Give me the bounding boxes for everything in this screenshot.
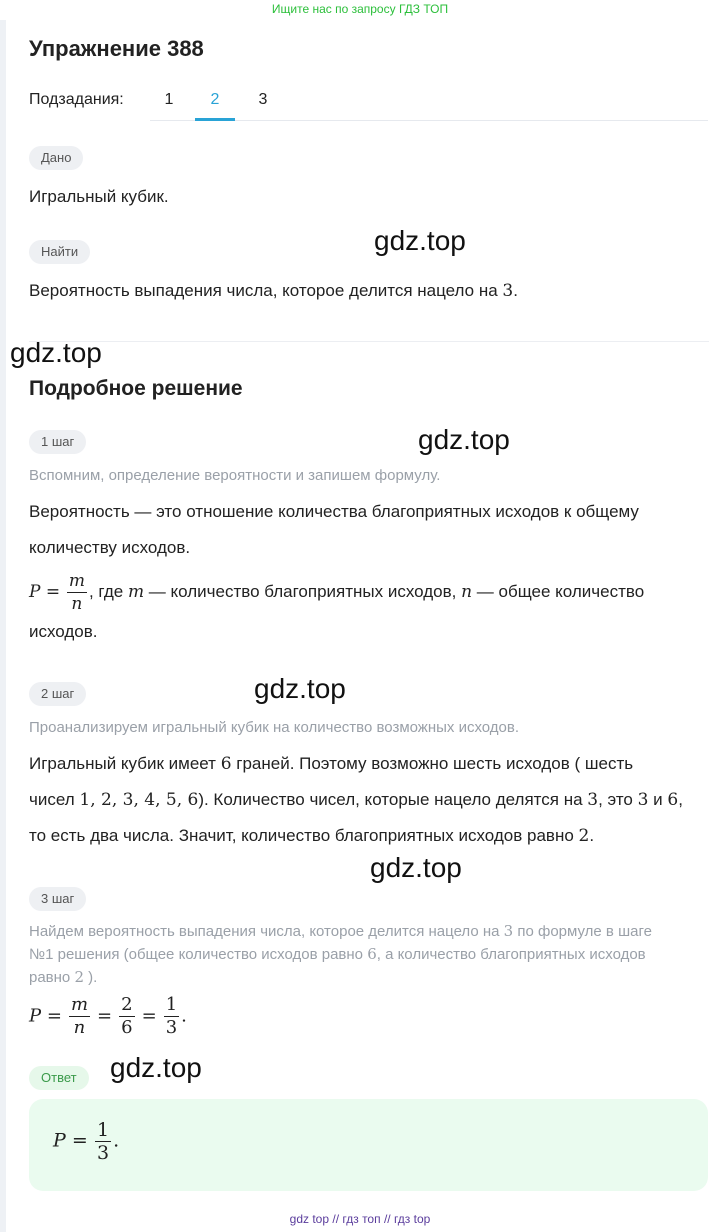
step1-line4: исходов.	[29, 622, 98, 641]
top-promo-banner[interactable]: Ищите нас по запросу ГДЗ ТОП	[271, 2, 449, 16]
subtasks-label: Подзадания:	[29, 91, 124, 108]
footer-links: gdz top // гдз топ // гдз top	[289, 1212, 431, 1226]
subtask-tab-2[interactable]: 2	[210, 91, 220, 108]
fraction-1-over-3: $\frac{1}{3}$	[97, 1119, 110, 1164]
step1-badge: 1 шаг	[29, 430, 86, 454]
step2-hint: Проанализируем игральный кубик на количество возможных исходов.	[29, 719, 520, 736]
step3-hint: Найдем вероятность выпадения числа, которое делится нацело на 3 по формуле в шаге №1 решения (общее количество исходов равно 6, а количество благоприятных исходов равно 2 ).	[29, 922, 652, 986]
page-title: Упражнение 388	[29, 36, 204, 61]
step2-line2: чисел 1, 2, 3, 4, 5, 6). Количество чисел, которые нацело делятся на 3, это 3 и 6,	[29, 790, 683, 810]
formula-lhs: P =	[29, 582, 61, 602]
subtask-tab-1[interactable]: 1	[164, 91, 174, 108]
footer-link-1[interactable]: gdz top	[289, 1212, 330, 1226]
solution-heading: Подробное решение	[29, 377, 243, 400]
subtask-tab-3[interactable]: 3	[258, 91, 268, 108]
answer-box	[29, 1099, 708, 1191]
find-text: Вероятность выпадения числа, которое делится нацело на 3.	[29, 281, 518, 301]
given-badge: Дано	[29, 146, 83, 170]
footer-link-3[interactable]: гдз top	[393, 1212, 431, 1226]
step2-badge: 2 шаг	[29, 682, 86, 706]
active-tab-indicator	[195, 118, 235, 121]
fraction-m-over-n: $\frac{m}{n}$	[68, 571, 85, 615]
answer-badge: Ответ	[29, 1066, 89, 1090]
step1-line2: количеству исходов.	[29, 538, 191, 557]
find-badge: Найти	[29, 240, 90, 264]
left-rail	[0, 20, 6, 1232]
watermark: gdz.top	[254, 673, 346, 704]
step3-badge: 3 шаг	[29, 887, 86, 911]
fraction-2-over-6: $\frac{2}{6}$	[121, 994, 133, 1038]
step2-line1: Игральный кубик имеет 6 граней. Поэтому возможно шесть исходов ( шесть	[29, 754, 634, 774]
watermark: gdz.top	[10, 337, 102, 368]
step1-line1: Вероятность — это отношение количества благоприятных исходов к общему	[29, 502, 639, 521]
watermark: gdz.top	[110, 1052, 202, 1083]
footer-link-2[interactable]: гдз топ	[342, 1212, 381, 1226]
fraction-m-over-n: $\frac{m}{n}$	[70, 994, 89, 1038]
step2-line3: то есть два числа. Значит, количество благоприятных исходов равно 2.	[29, 826, 595, 846]
watermark: gdz.top	[374, 225, 466, 256]
step3-formula: P = $\frac{m}{n}$ = $\frac{2}{6}$ = $\frac{1}{3}$ .	[29, 994, 187, 1038]
step1-hint: Вспомним, определение вероятности и запишем формулу.	[29, 467, 441, 484]
given-text: Игральный кубик.	[29, 187, 169, 206]
answer-formula: P = $\frac{1}{3}$ .	[53, 1119, 120, 1164]
section-divider	[29, 341, 709, 342]
watermark: gdz.top	[370, 852, 462, 883]
fraction-1-over-3: $\frac{1}{3}$	[165, 994, 178, 1038]
step1-formula-line: P = $\frac{m}{n}$ , где m — количество благоприятных исходов, n — общее количество	[29, 571, 645, 615]
watermark: gdz.top	[418, 424, 510, 455]
